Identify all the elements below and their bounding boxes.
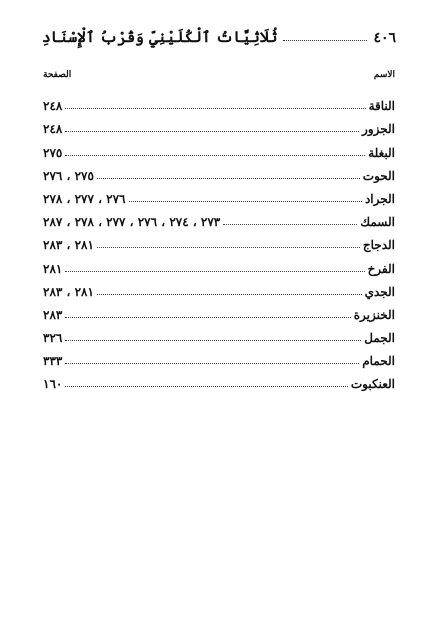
leader-dots: [65, 317, 350, 318]
entry-pages: ٢٧٥: [43, 145, 63, 160]
index-entry: [43, 276, 395, 299]
index-entry: [43, 160, 395, 183]
index-entry: [43, 90, 395, 113]
index-list: [43, 90, 395, 391]
entry-pages: ٢٧٣ ، ٢٧٤ ، ٢٧٦ ، ٢٧٧ ، ٢٧٨ ، ٢٨٧: [43, 215, 221, 230]
leader-dots: [129, 201, 362, 202]
index-entry: [43, 368, 395, 391]
index-entry: [43, 322, 395, 345]
entry-name: الجزور: [362, 122, 395, 137]
book-title: ثُلَاثِيَّاتُ ٱلْكُلَيْنِيِّ وَقُرْبُ ٱلْإِسْنَادِ: [42, 28, 278, 46]
entry-pages: ٢٨١: [43, 261, 63, 276]
leader-dots: [223, 224, 357, 225]
entry-pages: ٢٨١ ، ٢٨٣: [43, 238, 94, 253]
entry-name: الجراد: [364, 191, 395, 206]
index-entry: [43, 183, 395, 206]
entry-pages: ٣٣٣: [43, 354, 63, 369]
header-leader-dots: [283, 40, 367, 41]
entry-pages: ٢٤٨: [43, 122, 63, 137]
index-entry: [43, 229, 395, 252]
index-entry: [43, 252, 395, 275]
entry-pages: ٢٧٥ ، ٢٧٦: [43, 168, 94, 183]
column-headings: [43, 70, 395, 84]
name-column-heading: الاسم: [373, 70, 395, 80]
index-entry: [43, 113, 395, 136]
entry-pages: ٢٤٨: [43, 99, 63, 114]
entry-pages: ٣٢٦: [43, 331, 63, 346]
entry-name: الحوت: [362, 168, 395, 183]
entry-name: الجدي: [364, 284, 395, 299]
leader-dots: [65, 131, 359, 132]
entry-pages: ٢٨١ ، ٢٨٣: [43, 284, 94, 299]
entry-name: الخنزيرة: [353, 307, 395, 322]
entry-name: الجمل: [364, 331, 395, 346]
entry-pages: ٢٨٣: [43, 307, 63, 322]
leader-dots: [97, 294, 362, 295]
running-header: [42, 22, 396, 46]
entry-name: الدجاج: [362, 238, 395, 253]
leader-dots: [65, 271, 364, 272]
index-entry: [43, 136, 395, 159]
leader-dots: [65, 155, 365, 156]
leader-dots: [65, 108, 365, 109]
leader-dots: [97, 247, 360, 248]
page-column-heading: الصفحة: [43, 70, 72, 80]
leader-dots: [65, 386, 348, 387]
leader-dots: [97, 178, 360, 179]
index-entry: [43, 206, 395, 229]
index-entry: [43, 299, 395, 322]
entry-name: السمك: [360, 215, 395, 230]
entry-name: الحمام: [362, 354, 395, 369]
entry-name: الفرخ: [367, 261, 395, 276]
index-entry: [43, 345, 395, 368]
page-number: ٤٠٦: [373, 30, 396, 46]
entry-name: العنكبوت: [350, 377, 395, 392]
leader-dots: [65, 363, 359, 364]
entry-pages: ٢٧٦ ، ٢٧٧ ، ٢٧٨: [43, 191, 126, 206]
leader-dots: [65, 340, 361, 341]
entry-name: البغلة: [368, 145, 395, 160]
entry-name: الناقة: [368, 99, 395, 114]
entry-pages: ١٦٠: [43, 377, 63, 392]
